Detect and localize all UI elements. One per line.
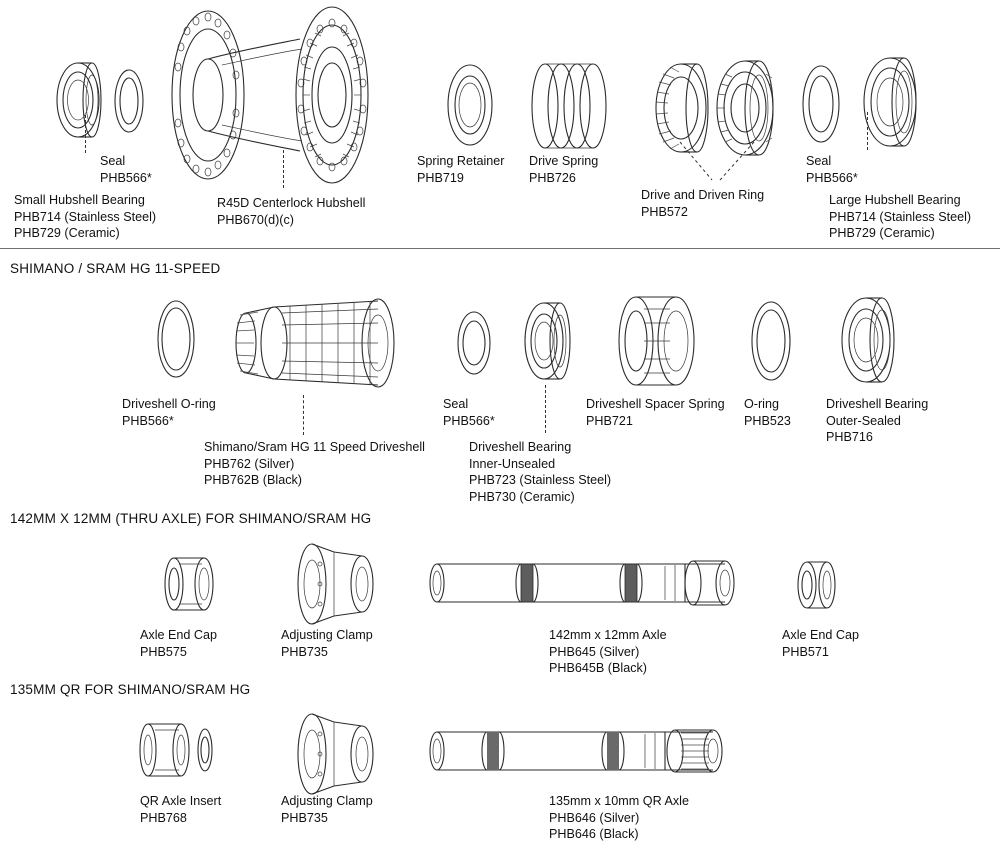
caption-driveshell-oring bbox=[122, 396, 216, 429]
leader-large-bearing bbox=[867, 112, 868, 150]
caption-qr-axle-insert bbox=[140, 793, 221, 826]
caption-line: PHB645B (Black) bbox=[549, 661, 647, 675]
part-art-oring bbox=[745, 300, 797, 382]
caption-line: PHB566* bbox=[122, 413, 174, 428]
part-art-driveshell-oring bbox=[150, 298, 202, 380]
part-art-axle-end-cap-left bbox=[160, 556, 220, 612]
caption-drive-spring bbox=[529, 153, 598, 186]
caption-line: PHB721 bbox=[586, 413, 633, 428]
caption-seal-left bbox=[100, 153, 152, 186]
caption-adjusting-clamp-1 bbox=[281, 627, 373, 660]
part-art-drive-driven-ring bbox=[645, 58, 785, 158]
part-art-drive-spring bbox=[528, 58, 612, 154]
caption-small-hubshell-bearing bbox=[14, 192, 156, 242]
caption-line: 135mm x 10mm QR Axle bbox=[549, 794, 689, 808]
caption-line: PHB645 (Silver) bbox=[549, 644, 640, 659]
caption-line: R45D Centerlock Hubshell bbox=[217, 196, 366, 210]
part-art-adjusting-clamp-1 bbox=[290, 542, 380, 626]
section-divider-1 bbox=[0, 248, 1000, 249]
caption-line: 142mm x 12mm Axle bbox=[549, 628, 667, 642]
part-art-axle-135 bbox=[425, 720, 755, 782]
part-art-seal-left bbox=[112, 66, 146, 136]
caption-line: QR Axle Insert bbox=[140, 794, 222, 808]
caption-line: PHB523 bbox=[744, 413, 791, 428]
caption-line: Seal bbox=[806, 154, 832, 168]
caption-seal-mid bbox=[443, 396, 495, 429]
part-art-driveshell bbox=[228, 285, 418, 395]
caption-line: Drive Spring bbox=[529, 154, 599, 168]
caption-large-hubshell-bearing bbox=[829, 192, 971, 242]
caption-line: PHB768 bbox=[140, 810, 187, 825]
caption-line: PHB729 (Ceramic) bbox=[829, 226, 935, 240]
caption-line: PHB714 (Stainless Steel) bbox=[14, 209, 157, 224]
part-art-spring-retainer bbox=[440, 60, 500, 150]
caption-spring-retainer bbox=[417, 153, 505, 186]
caption-axle-end-cap-left bbox=[140, 627, 217, 660]
part-art-large-hubshell-bearing bbox=[850, 55, 940, 149]
leader-driveshell-bearing-inner bbox=[545, 385, 546, 433]
caption-line: Shimano/Sram HG 11 Speed Driveshell bbox=[204, 440, 425, 454]
caption-line: PHB762B (Black) bbox=[204, 473, 302, 487]
caption-line: PHB730 (Ceramic) bbox=[469, 489, 575, 504]
section-label-shimano: SHIMANO / SRAM HG 11-SPEED bbox=[10, 261, 221, 276]
leader-hubshell bbox=[283, 150, 284, 188]
caption-line: Seal bbox=[443, 397, 469, 411]
caption-driveshell-bearing-inner bbox=[469, 439, 611, 505]
caption-line: PHB716 bbox=[826, 430, 873, 444]
part-art-driveshell-bearing-outer bbox=[832, 296, 914, 384]
caption-axle-142 bbox=[549, 627, 667, 677]
caption-axle-end-cap-right bbox=[782, 627, 859, 660]
caption-line: PHB735 bbox=[281, 644, 328, 659]
caption-line: PHB566* bbox=[806, 170, 858, 185]
leader-drive-driven bbox=[660, 140, 780, 186]
caption-line: PHB670(d)(c) bbox=[217, 212, 294, 227]
section-label-qr: 135MM QR FOR SHIMANO/SRAM HG bbox=[10, 682, 251, 697]
caption-seal-right bbox=[806, 153, 858, 186]
caption-line: Small Hubshell Bearing bbox=[14, 193, 145, 207]
caption-line: PHB762 (Silver) bbox=[204, 456, 295, 471]
caption-line: PHB729 (Ceramic) bbox=[14, 226, 120, 240]
caption-centerlock-hubshell bbox=[217, 195, 365, 228]
caption-line: Seal bbox=[100, 154, 126, 168]
part-art-driveshell-bearing-inner bbox=[518, 300, 582, 382]
caption-line: Large Hubshell Bearing bbox=[829, 193, 961, 207]
part-art-small-hubshell-bearing bbox=[52, 55, 128, 145]
caption-line: Axle End Cap bbox=[782, 628, 860, 642]
caption-line: PHB646 (Black) bbox=[549, 827, 639, 841]
part-art-qr-axle-insert bbox=[135, 722, 225, 778]
caption-line: PHB566* bbox=[100, 170, 152, 185]
caption-driveshell bbox=[204, 439, 425, 489]
caption-line: PHB726 bbox=[529, 170, 576, 185]
part-art-driveshell-spacer-spring bbox=[614, 295, 700, 387]
caption-line: PHB723 (Stainless Steel) bbox=[469, 473, 612, 487]
caption-line: PHB735 bbox=[281, 810, 328, 825]
caption-line: Adjusting Clamp bbox=[281, 628, 373, 642]
caption-axle-135 bbox=[549, 793, 689, 843]
part-art-seal-mid bbox=[452, 310, 496, 376]
caption-line: PHB714 (Stainless Steel) bbox=[829, 209, 972, 224]
caption-line: Driveshell Bearing bbox=[469, 440, 572, 454]
part-art-axle-142 bbox=[425, 552, 773, 614]
part-art-axle-end-cap-right bbox=[793, 560, 845, 610]
caption-line: Drive and Driven Ring bbox=[641, 188, 765, 202]
caption-line: PHB719 bbox=[417, 170, 464, 185]
caption-line: Spring Retainer bbox=[417, 154, 505, 168]
caption-driveshell-bearing-outer bbox=[826, 396, 928, 446]
caption-line: Outer-Sealed bbox=[826, 413, 901, 428]
caption-line: PHB571 bbox=[782, 644, 829, 659]
caption-line: Driveshell Bearing bbox=[826, 397, 929, 411]
caption-line: PHB572 bbox=[641, 204, 688, 219]
leader-driveshell bbox=[303, 395, 304, 435]
caption-driveshell-spacer-spring bbox=[586, 396, 725, 429]
part-art-seal-right bbox=[797, 62, 845, 146]
caption-line: PHB646 (Silver) bbox=[549, 810, 640, 825]
caption-line: Driveshell Spacer Spring bbox=[586, 397, 725, 411]
part-art-adjusting-clamp-2 bbox=[290, 712, 380, 796]
caption-line: Inner-Unsealed bbox=[469, 456, 556, 471]
caption-adjusting-clamp-2 bbox=[281, 793, 373, 826]
caption-line: Adjusting Clamp bbox=[281, 794, 373, 808]
caption-drive-driven-ring bbox=[641, 187, 764, 220]
leader-small-bearing bbox=[85, 115, 86, 153]
section-label-thru-axle: 142MM X 12MM (THRU AXLE) FOR SHIMANO/SRAM HG bbox=[10, 511, 372, 526]
caption-line: O-ring bbox=[744, 397, 779, 411]
caption-line: Axle End Cap bbox=[140, 628, 218, 642]
caption-oring bbox=[744, 396, 791, 429]
caption-line: PHB575 bbox=[140, 644, 187, 659]
caption-line: Driveshell O-ring bbox=[122, 397, 216, 411]
part-art-centerlock-hubshell bbox=[160, 5, 410, 185]
caption-line: PHB566* bbox=[443, 413, 495, 428]
